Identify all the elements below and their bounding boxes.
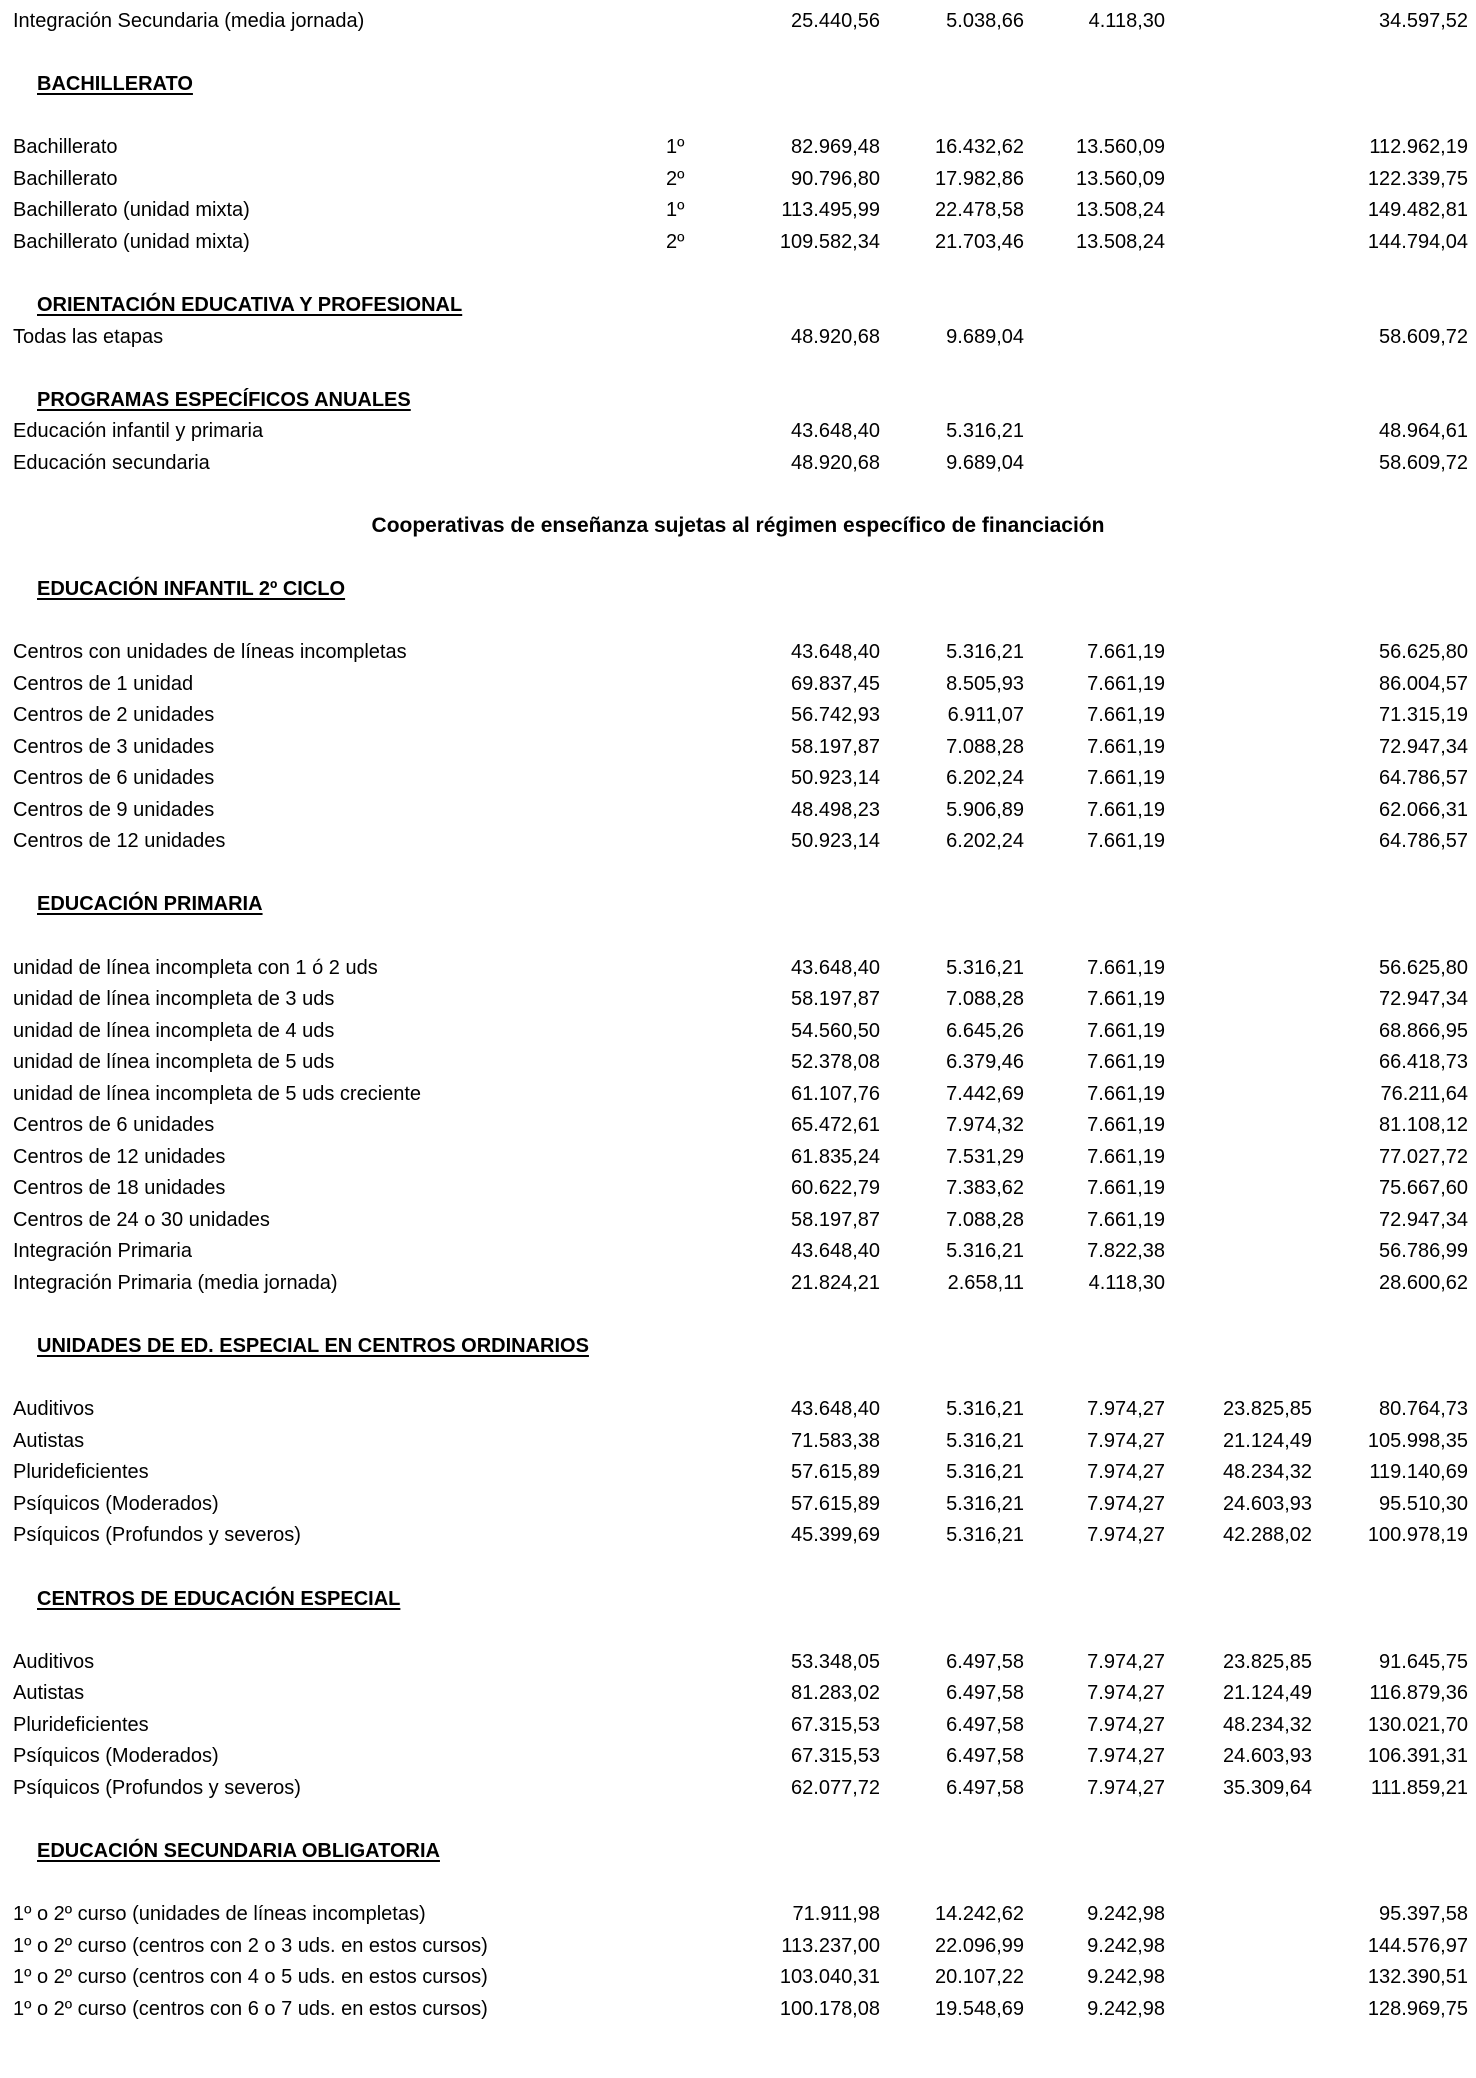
- total-cell: 112.962,19: [1369, 136, 1468, 159]
- total-cell: 66.418,73: [1379, 1051, 1468, 1074]
- amount-col-1: 56.742,93: [791, 704, 880, 727]
- amount-col-3: 13.560,09: [1076, 167, 1165, 190]
- total-cell: 86.004,57: [1379, 672, 1468, 695]
- row-label: Autistas: [13, 1429, 85, 1452]
- amount-col-2: 6.497,58: [946, 1682, 1024, 1705]
- row-label: unidad de línea incompleta de 3 uds: [13, 988, 335, 1010]
- amount-col-3: 7.661,19: [1087, 704, 1165, 727]
- amount-col-1: 113.495,99: [781, 199, 880, 222]
- table-row: [0, 1173, 1476, 1203]
- amount-col-2: 7.442,69: [946, 1082, 1024, 1105]
- table-row: [0, 1142, 1476, 1172]
- amount-col-2: 5.316,21: [946, 420, 1024, 443]
- table-row: [0, 1457, 1476, 1487]
- amount-col-3: 7.974,27: [1087, 1492, 1165, 1515]
- amount-col-2: 6.497,58: [946, 1745, 1024, 1768]
- total-cell: 100.978,19: [1367, 1524, 1468, 1547]
- row-label: Centros de 12 unidades: [13, 1145, 226, 1168]
- amount-col-3: 7.974,27: [1087, 1776, 1165, 1799]
- table-row: [0, 227, 1476, 257]
- total-cell: 72.947,34: [1379, 988, 1468, 1010]
- amount-col-3: 7.661,19: [1087, 1051, 1165, 1074]
- total-cell: 105.998,35: [1367, 1429, 1468, 1452]
- total-cell: 56.786,99: [1379, 1240, 1468, 1263]
- row-label: Todas las etapas: [13, 325, 164, 348]
- row-label: Centros de 1 unidad: [13, 672, 194, 695]
- amount-col-2: 6.911,07: [947, 704, 1024, 727]
- table-row: [0, 132, 1476, 162]
- amount-col-2: 6.497,58: [946, 1650, 1024, 1673]
- table-row: [0, 1647, 1476, 1677]
- table-row: [0, 732, 1476, 762]
- amount-col-1: 58.197,87: [791, 735, 880, 758]
- amount-col-4: 35.309,64: [1223, 1776, 1312, 1799]
- amount-col-1: 21.824,21: [791, 1272, 880, 1294]
- table-row: [0, 1268, 1476, 1298]
- row-label: Educación secundaria: [13, 451, 210, 474]
- amount-col-3: 13.508,24: [1076, 199, 1165, 222]
- table-row: [0, 322, 1476, 352]
- page-title: Cooperativas de enseñanza sujetas al régimen específico de financiación: [371, 513, 1105, 537]
- total-cell: 34.597,52: [1379, 10, 1468, 32]
- total-cell: 56.625,80: [1379, 956, 1468, 979]
- total-cell: 56.625,80: [1379, 641, 1468, 663]
- amount-col-2: 19.548,69: [935, 1997, 1024, 2020]
- amount-col-2: 6.645,26: [946, 1019, 1024, 1042]
- table-row: [0, 1994, 1476, 2024]
- amount-col-2: 5.316,21: [946, 1492, 1024, 1515]
- amount-col-2: 9.689,04: [946, 325, 1024, 348]
- total-cell: 72.947,34: [1379, 1208, 1468, 1231]
- amount-col-2: 5.316,21: [946, 1240, 1024, 1263]
- row-label: Bachillerato (unidad mixta): [13, 230, 250, 253]
- amount-col-2: 17.982,86: [935, 167, 1024, 190]
- amount-col-3: 7.661,19: [1087, 1208, 1165, 1231]
- total-cell: 91.645,75: [1379, 1650, 1468, 1673]
- section-heading: UNIDADES DE ED. ESPECIAL EN CENTROS ORDINARIOS: [37, 1335, 589, 1358]
- row-label: Centros de 12 unidades: [13, 830, 226, 853]
- table-row: [0, 1236, 1476, 1266]
- total-cell: 149.482,81: [1367, 199, 1468, 222]
- row-label: Psíquicos (Profundos y severos): [13, 1524, 301, 1547]
- table-row: [0, 700, 1476, 730]
- amount-col-1: 71.583,38: [791, 1429, 880, 1452]
- table-row: [0, 763, 1476, 793]
- section-heading: PROGRAMAS ESPECÍFICOS ANUALES: [37, 388, 411, 411]
- amount-col-4: 23.825,85: [1223, 1650, 1312, 1673]
- amount-col-1: 82.969,48: [791, 136, 880, 159]
- amount-col-3: 7.661,19: [1087, 641, 1165, 663]
- total-cell: 71.315,19: [1379, 704, 1468, 727]
- amount-col-2: 7.974,32: [946, 1114, 1024, 1137]
- total-cell: 119.140,69: [1369, 1461, 1468, 1484]
- amount-col-2: 6.202,24: [946, 767, 1024, 790]
- amount-col-1: 61.835,24: [791, 1145, 880, 1168]
- amount-col-3: 7.661,19: [1087, 1145, 1165, 1168]
- amount-col-3: 9.242,98: [1087, 1903, 1165, 1925]
- amount-col-2: 22.096,99: [935, 1934, 1024, 1957]
- course-cell: 2º: [666, 230, 685, 253]
- total-cell: 95.510,30: [1379, 1492, 1468, 1515]
- total-cell: 48.964,61: [1379, 420, 1468, 443]
- amount-col-2: 5.316,21: [946, 1429, 1024, 1452]
- table-row: [0, 1741, 1476, 1771]
- amount-col-1: 45.399,69: [791, 1524, 880, 1547]
- table-row: [0, 1931, 1476, 1961]
- amount-col-2: 20.107,22: [935, 1966, 1024, 1989]
- amount-col-1: 60.622,79: [791, 1177, 880, 1200]
- table-row: [0, 1710, 1476, 1740]
- amount-col-2: 7.531,29: [946, 1145, 1024, 1168]
- row-label: Centros de 3 unidades: [13, 735, 215, 758]
- amount-col-1: 58.197,87: [791, 1208, 880, 1231]
- amount-col-3: 7.661,19: [1087, 1082, 1165, 1105]
- section-heading: ORIENTACIÓN EDUCATIVA Y PROFESIONAL: [37, 294, 463, 316]
- amount-col-2: 5.316,21: [946, 641, 1024, 663]
- amount-col-1: 69.837,45: [791, 672, 880, 695]
- amount-col-2: 6.379,46: [946, 1051, 1024, 1074]
- amount-col-1: 50.923,14: [791, 830, 880, 853]
- row-label: 1º o 2º curso (centros con 4 o 5 uds. en estos cursos): [13, 1966, 488, 1989]
- total-cell: 111.859,21: [1370, 1776, 1468, 1799]
- amount-col-2: 9.689,04: [946, 451, 1024, 474]
- amount-col-1: 61.107,76: [791, 1082, 880, 1105]
- table-row: [0, 448, 1476, 478]
- table-row: [0, 416, 1476, 446]
- total-cell: 106.391,31: [1367, 1745, 1468, 1768]
- amount-col-1: 90.796,80: [791, 167, 880, 190]
- total-cell: 122.339,75: [1367, 167, 1468, 190]
- row-label: 1º o 2º curso (unidades de líneas incompletas): [13, 1903, 426, 1925]
- amount-col-2: 5.316,21: [946, 1524, 1024, 1547]
- amount-col-1: 43.648,40: [791, 956, 880, 979]
- amount-col-1: 52.378,08: [791, 1051, 880, 1074]
- row-label: Centros de 24 o 30 unidades: [13, 1208, 270, 1231]
- amount-col-1: 48.920,68: [791, 325, 880, 348]
- table-row: [0, 1079, 1476, 1109]
- row-label: Integración Secundaria (media jornada): [13, 10, 365, 32]
- amount-col-3: 7.974,27: [1087, 1429, 1165, 1452]
- amount-col-1: 50.923,14: [791, 767, 880, 790]
- table-row: [0, 1962, 1476, 1992]
- amount-col-4: 23.825,85: [1223, 1398, 1312, 1421]
- amount-col-4: 24.603,93: [1223, 1745, 1312, 1768]
- amount-col-3: 7.661,19: [1087, 798, 1165, 821]
- amount-col-3: 7.974,27: [1087, 1682, 1165, 1705]
- table-row: [0, 1047, 1476, 1077]
- amount-col-3: 7.661,19: [1087, 1177, 1165, 1200]
- table-row: [0, 669, 1476, 699]
- amount-col-2: 22.478,58: [935, 199, 1024, 222]
- amount-col-1: 103.040,31: [779, 1966, 880, 1989]
- total-cell: 72.947,34: [1379, 735, 1468, 758]
- amount-col-2: 7.088,28: [946, 1208, 1024, 1231]
- row-label: Educación infantil y primaria: [13, 420, 264, 443]
- row-label: Plurideficientes: [13, 1713, 149, 1736]
- amount-col-3: 7.661,19: [1087, 830, 1165, 853]
- amount-col-2: 2.658,11: [947, 1272, 1024, 1294]
- amount-col-1: 25.440,56: [791, 10, 880, 32]
- row-label: Bachillerato: [13, 136, 118, 159]
- amount-col-3: 7.661,19: [1087, 988, 1165, 1010]
- table-row: [0, 1016, 1476, 1046]
- amount-col-1: 43.648,40: [791, 1398, 880, 1421]
- amount-col-3: 4.118,30: [1088, 10, 1165, 32]
- table-row: [0, 164, 1476, 194]
- total-cell: 128.969,75: [1367, 1997, 1468, 2020]
- amount-col-3: 7.974,27: [1087, 1713, 1165, 1736]
- row-label: Centros de 2 unidades: [13, 704, 215, 727]
- amount-col-1: 113.237,00: [781, 1934, 880, 1957]
- amount-col-2: 6.497,58: [946, 1713, 1024, 1736]
- amount-col-2: 5.316,21: [946, 1398, 1024, 1421]
- table-row: [0, 1489, 1476, 1519]
- amount-col-2: 6.202,24: [946, 830, 1024, 853]
- amount-col-1: 65.472,61: [791, 1114, 880, 1137]
- amount-col-2: 5.316,21: [946, 1461, 1024, 1484]
- total-cell: 68.866,95: [1379, 1019, 1468, 1042]
- amount-col-1: 81.283,02: [791, 1682, 880, 1705]
- course-cell: 1º: [666, 136, 685, 159]
- table-row: [0, 984, 1476, 1014]
- amount-col-2: 16.432,62: [935, 136, 1024, 159]
- row-label: Centros de 6 unidades: [13, 767, 215, 790]
- row-label: Psíquicos (Moderados): [13, 1492, 219, 1515]
- amount-col-1: 48.920,68: [791, 451, 880, 474]
- row-label: unidad de línea incompleta de 5 uds creciente: [13, 1082, 422, 1105]
- table-row: [0, 1678, 1476, 1708]
- row-label: Auditivos: [13, 1650, 95, 1673]
- table-row: [0, 1205, 1476, 1235]
- row-label: Autistas: [13, 1682, 85, 1705]
- total-cell: 132.390,51: [1367, 1966, 1468, 1989]
- amount-col-1: 71.911,98: [792, 1903, 880, 1925]
- row-label: Psíquicos (Profundos y severos): [13, 1776, 301, 1799]
- amount-col-4: 42.288,02: [1223, 1524, 1312, 1547]
- amount-col-1: 43.648,40: [791, 641, 880, 663]
- amount-col-3: 7.661,19: [1087, 767, 1165, 790]
- total-cell: 81.108,12: [1379, 1114, 1468, 1137]
- amount-col-1: 57.615,89: [791, 1461, 880, 1484]
- total-cell: 64.786,57: [1379, 830, 1468, 853]
- row-label: Centros de 6 unidades: [13, 1114, 215, 1137]
- row-label: unidad de línea incompleta de 5 uds: [13, 1051, 335, 1074]
- amount-col-2: 14.242,62: [935, 1903, 1024, 1925]
- total-cell: 62.066,31: [1379, 798, 1468, 821]
- total-cell: 58.609,72: [1379, 325, 1468, 348]
- row-label: Centros de 18 unidades: [13, 1177, 226, 1200]
- amount-col-3: 9.242,98: [1087, 1997, 1165, 2020]
- total-cell: 80.764,73: [1379, 1398, 1468, 1421]
- amount-col-3: 7.661,19: [1087, 1019, 1165, 1042]
- amount-col-3: 7.661,19: [1087, 1114, 1165, 1137]
- total-cell: 58.609,72: [1379, 451, 1468, 474]
- table-row: [0, 1394, 1476, 1424]
- row-label: Integración Primaria (media jornada): [13, 1272, 338, 1294]
- amount-col-2: 7.088,28: [946, 735, 1024, 758]
- amount-col-3: 7.661,19: [1087, 956, 1165, 979]
- row-label: 1º o 2º curso (centros con 6 o 7 uds. en estos cursos): [13, 1997, 488, 2020]
- amount-col-2: 5.038,66: [946, 10, 1024, 32]
- row-label: Centros con unidades de líneas incompletas: [13, 641, 407, 663]
- amount-col-3: 13.560,09: [1076, 136, 1165, 159]
- table-row: [0, 6, 1476, 36]
- amount-col-3: 7.661,19: [1087, 735, 1165, 758]
- section-heading: CENTROS DE EDUCACIÓN ESPECIAL: [37, 1587, 401, 1610]
- amount-col-3: 7.822,38: [1087, 1240, 1165, 1263]
- amount-col-2: 5.316,21: [946, 956, 1024, 979]
- amount-col-2: 8.505,93: [946, 672, 1024, 695]
- amount-col-1: 67.315,53: [791, 1745, 880, 1768]
- amount-col-4: 21.124,49: [1223, 1682, 1312, 1705]
- row-label: Auditivos: [13, 1398, 95, 1421]
- section-heading: EDUCACIÓN SECUNDARIA OBLIGATORIA: [37, 1839, 440, 1862]
- amount-col-1: 100.178,08: [779, 1997, 880, 2020]
- row-label: 1º o 2º curso (centros con 2 o 3 uds. en estos cursos): [13, 1934, 488, 1957]
- table-row: [0, 637, 1476, 667]
- amount-col-2: 7.088,28: [946, 988, 1024, 1010]
- amount-col-1: 53.348,05: [791, 1650, 880, 1673]
- row-label: Psíquicos (Moderados): [13, 1745, 219, 1768]
- amount-col-4: 48.234,32: [1223, 1713, 1312, 1736]
- table-row: [0, 1520, 1476, 1550]
- table-row: [0, 1773, 1476, 1803]
- section-heading: BACHILLERATO: [37, 73, 193, 96]
- table-row: [0, 1426, 1476, 1456]
- total-cell: 116.879,36: [1369, 1682, 1468, 1705]
- amount-col-3: 7.974,27: [1087, 1398, 1165, 1421]
- row-label: Bachillerato (unidad mixta): [13, 199, 250, 222]
- amount-col-3: 7.974,27: [1087, 1745, 1165, 1768]
- amount-col-3: 9.242,98: [1087, 1966, 1165, 1989]
- total-cell: 28.600,62: [1379, 1272, 1468, 1294]
- amount-col-1: 43.648,40: [791, 1240, 880, 1263]
- row-label: Bachillerato: [13, 167, 118, 190]
- amount-col-4: 24.603,93: [1223, 1492, 1312, 1515]
- amount-col-3: 7.661,19: [1087, 672, 1165, 695]
- row-label: Centros de 9 unidades: [13, 798, 215, 821]
- total-cell: 130.021,70: [1367, 1713, 1468, 1736]
- total-cell: 144.794,04: [1367, 230, 1468, 253]
- amount-col-3: 9.242,98: [1087, 1934, 1165, 1957]
- total-cell: 76.211,64: [1380, 1082, 1468, 1105]
- row-label: unidad de línea incompleta con 1 ó 2 uds: [13, 956, 378, 979]
- row-label: unidad de línea incompleta de 4 uds: [13, 1019, 335, 1042]
- amount-col-1: 54.560,50: [791, 1019, 880, 1042]
- table-row: [0, 195, 1476, 225]
- amount-col-3: 7.974,27: [1087, 1461, 1165, 1484]
- amount-col-4: 48.234,32: [1223, 1461, 1312, 1484]
- total-cell: 95.397,58: [1379, 1903, 1468, 1925]
- amount-col-1: 43.648,40: [791, 420, 880, 443]
- amount-col-3: 13.508,24: [1076, 230, 1165, 253]
- amount-col-2: 7.383,62: [946, 1177, 1024, 1200]
- row-label: Integración Primaria: [13, 1240, 192, 1263]
- amount-col-4: 21.124,49: [1223, 1429, 1312, 1452]
- amount-col-3: 7.974,27: [1087, 1650, 1165, 1673]
- course-cell: 1º: [666, 199, 685, 222]
- row-label: Plurideficientes: [13, 1461, 149, 1484]
- table-row: [0, 826, 1476, 856]
- course-cell: 2º: [666, 167, 685, 190]
- section-heading: EDUCACIÓN PRIMARIA: [37, 893, 263, 916]
- amount-col-1: 57.615,89: [791, 1492, 880, 1515]
- amount-col-1: 62.077,72: [791, 1776, 880, 1799]
- amount-col-2: 5.906,89: [946, 798, 1024, 821]
- total-cell: 75.667,60: [1379, 1177, 1468, 1200]
- table-row: [0, 1899, 1476, 1929]
- amount-col-2: 21.703,46: [935, 230, 1024, 253]
- table-row: [0, 953, 1476, 983]
- amount-col-3: 7.974,27: [1087, 1524, 1165, 1547]
- amount-col-1: 109.582,34: [779, 230, 880, 253]
- table-row: [0, 795, 1476, 825]
- total-cell: 77.027,72: [1379, 1145, 1468, 1168]
- amount-col-1: 58.197,87: [791, 988, 880, 1010]
- amount-col-3: 4.118,30: [1088, 1272, 1165, 1294]
- amount-col-1: 48.498,23: [791, 798, 880, 821]
- table-row: [0, 1110, 1476, 1140]
- total-cell: 144.576,97: [1367, 1934, 1468, 1957]
- amount-col-2: 6.497,58: [946, 1776, 1024, 1799]
- total-cell: 64.786,57: [1379, 767, 1468, 790]
- amount-col-1: 67.315,53: [791, 1713, 880, 1736]
- section-heading: EDUCACIÓN INFANTIL 2º CICLO: [37, 577, 346, 600]
